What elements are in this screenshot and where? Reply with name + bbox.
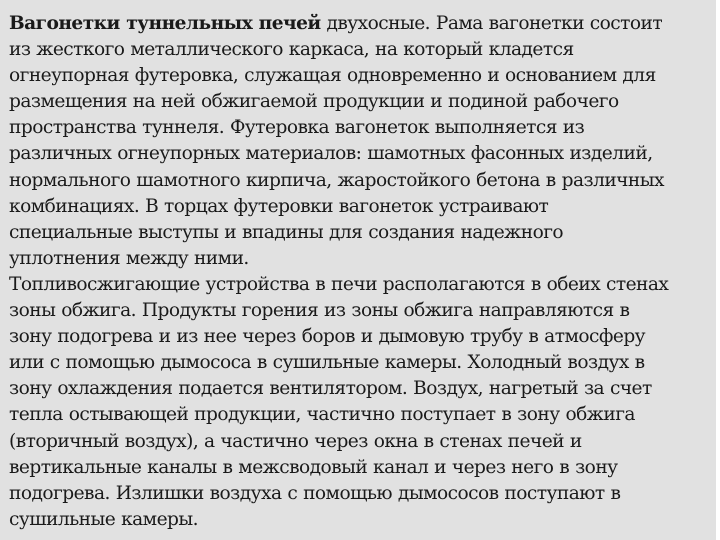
paragraph2-line-9: подогрева. Излишки воздуха с помощью дымососов поступают в: [9, 482, 621, 504]
paragraph2-line-7: (вторичный воздух), а частично через окна в стенах печей и: [9, 430, 582, 452]
slide-edge: [716, 0, 720, 540]
paragraph2-line-2: зоны обжига. Продукты горения из зоны обжига направляются в: [9, 300, 630, 322]
paragraph1-line-4: размещения на ней обжигаемой продукции и подиной рабочего: [9, 91, 619, 113]
paragraph1-line-9: специальные выступы и впадины для создания надежного: [9, 221, 564, 243]
paragraph1-line-2: из жесткого металлического каркаса, на который кладется: [9, 39, 574, 61]
paragraph2-line-1: Топливосжигающие устройства в печи располагаются в обеих стенах: [9, 273, 669, 295]
paragraph2-line-10: сушильные камеры.: [9, 508, 199, 530]
paragraph1-line-1-rest: двухосные. Рама вагонетки состоит: [320, 13, 663, 34]
paragraph2-line-4: или с помощью дымососа в сушильные камеры. Холодный воздух в: [9, 352, 645, 374]
paragraph1-line-3: огнеупорная футеровка, служащая одновременно и основанием для: [9, 65, 656, 87]
paragraph1-line-1: [9, 11, 713, 37]
paragraph1-line-7: нормального шамотного кирпича, жаростойкого бетона в различных: [9, 169, 664, 191]
bold-lead: Вагонетки туннельных печей: [9, 13, 321, 34]
paragraph1-line-8: комбинациях. В торцах футеровки вагонеток устраивают: [9, 195, 549, 217]
body-text: [9, 11, 713, 533]
paragraph2-line-6: тепла остывающей продукции, частично поступает в зону обжига: [9, 404, 635, 426]
paragraph2-line-5: зону охлаждения подается вентилятором. Воздух, нагретый за счет: [9, 378, 652, 400]
paragraph2-line-3: зону подогрева и из нее через боров и дымовую трубу в атмосферу: [9, 326, 646, 348]
paragraph1-line-10: уплотнения между ними.: [9, 247, 249, 269]
paragraph2-line-8: вертикальные каналы в межсводовый канал и через него в зону: [9, 456, 618, 478]
paragraph1-line-5: пространства туннеля. Футеровка вагонеток выполняется из: [9, 117, 585, 139]
paragraph1-line-6: различных огнеупорных материалов: шамотных фасонных изделий,: [9, 143, 653, 165]
